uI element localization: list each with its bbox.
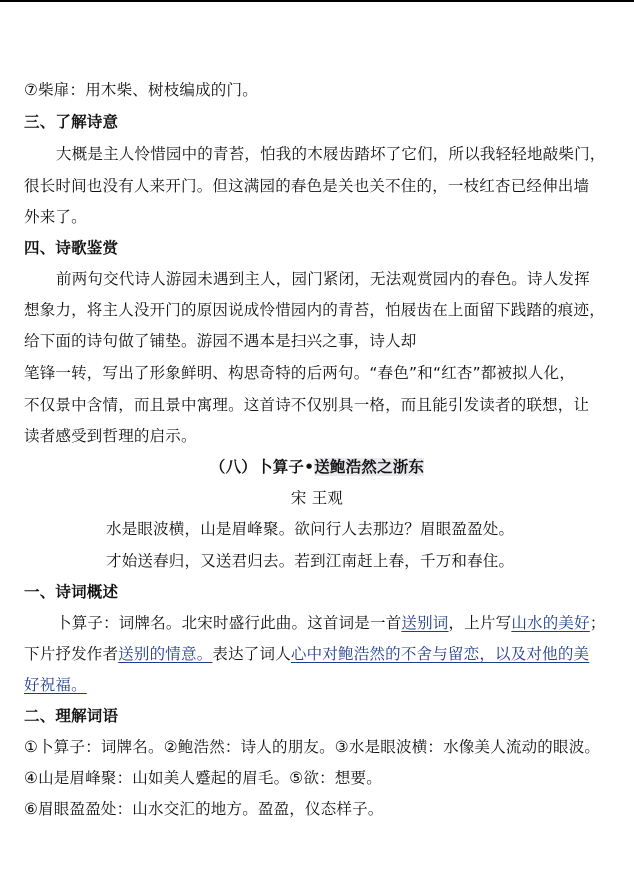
poem-line: 水是眼波横，山是眉峰聚。欲问行人去那边？眉眼盈盈处。 [106, 520, 515, 538]
text-run: 下片抒发作者 [24, 645, 119, 663]
note-chaifei: ⑦柴扉：用木柴、树枝编成的门。 [24, 81, 258, 99]
heading-understand-meaning: 三、了解诗意 [24, 113, 119, 131]
overview-line [24, 674, 87, 696]
underlined-text: 山水的美好 [511, 614, 590, 632]
poem-line: 才始送春归，又送君归去。若到江南赶上春，千万和春住。 [106, 552, 515, 570]
heading-overview: 一、诗词概述 [24, 583, 119, 601]
paragraph-line: 外来了。 [24, 208, 87, 226]
text-run: ； [589, 614, 606, 632]
paragraph-line: 想象力，将主人没开门的原因说成怜惜园内的青苔，怕屐齿在上面留下践踏的痕迹， [24, 301, 605, 319]
vocab-line: ①卜算子：词牌名。②鲍浩然：诗人的朋友。③水是眼波横：水像美人流动的眼波。 [24, 738, 601, 756]
underlined-text: 心中对鲍浩然的不舍与留恋，以及对他的美 [290, 645, 590, 663]
text-run: 表达了词人 [212, 645, 291, 663]
top-border [0, 0, 634, 2]
paragraph-line: 大概是主人怜惜园中的青苔，怕我的木屐齿踏坏了它们，所以我轻轻地敲柴门， [56, 145, 606, 163]
paragraph-line: 给下面的诗句做了铺垫。游园不遇本是扫兴之事，诗人却 [24, 332, 417, 350]
paragraph-line: 笔锋一转，写出了形象鲜明、构思奇特的后两句。“春色”和“红杏”都被拟人化， [24, 364, 576, 382]
poem-title-name: 送鲍浩然之浙东 [314, 458, 425, 476]
poem-title-prefix: （八）卜算子• [209, 458, 315, 476]
poem-author: 宋 王观 [290, 489, 344, 507]
poem-title [0, 456, 634, 478]
paragraph-line: 前两句交代诗人游园未遇到主人，园门紧闭，无法观赏园内的春色。诗人发挥 [56, 270, 590, 288]
vocab-line: ⑥眉眼盈盈处：山水交汇的地方。盈盈，仪态样子。 [24, 800, 384, 818]
vocab-line: ④山是眉峰聚：山如美人蹙起的眉毛。⑤欲：想要。 [24, 769, 382, 787]
paragraph-line: 很长时间也没有人来开门。但这满园的春色是关也关不住的，一枝红杏已经伸出墙 [24, 177, 590, 195]
overview-line [24, 643, 589, 665]
paragraph-line: 不仅景中含情，而且景中寓理。这首诗不仅别具一格，而且能引发读者的联想，让 [24, 396, 590, 414]
overview-line [56, 612, 606, 634]
heading-vocabulary: 二、理解词语 [24, 707, 119, 725]
text-run: 卜算子：词牌名。北宋时盛行此曲。这首词是一首 [56, 614, 402, 632]
underlined-text: 送别词 [401, 614, 449, 632]
heading-appreciation: 四、诗歌鉴赏 [24, 239, 119, 257]
text-run: ，上片写 [448, 614, 512, 632]
underlined-text: 好祝福。 [24, 676, 87, 694]
paragraph-line: 读者感受到哲理的启示。 [24, 427, 197, 445]
underlined-text: 送别的情意。 [118, 645, 213, 663]
